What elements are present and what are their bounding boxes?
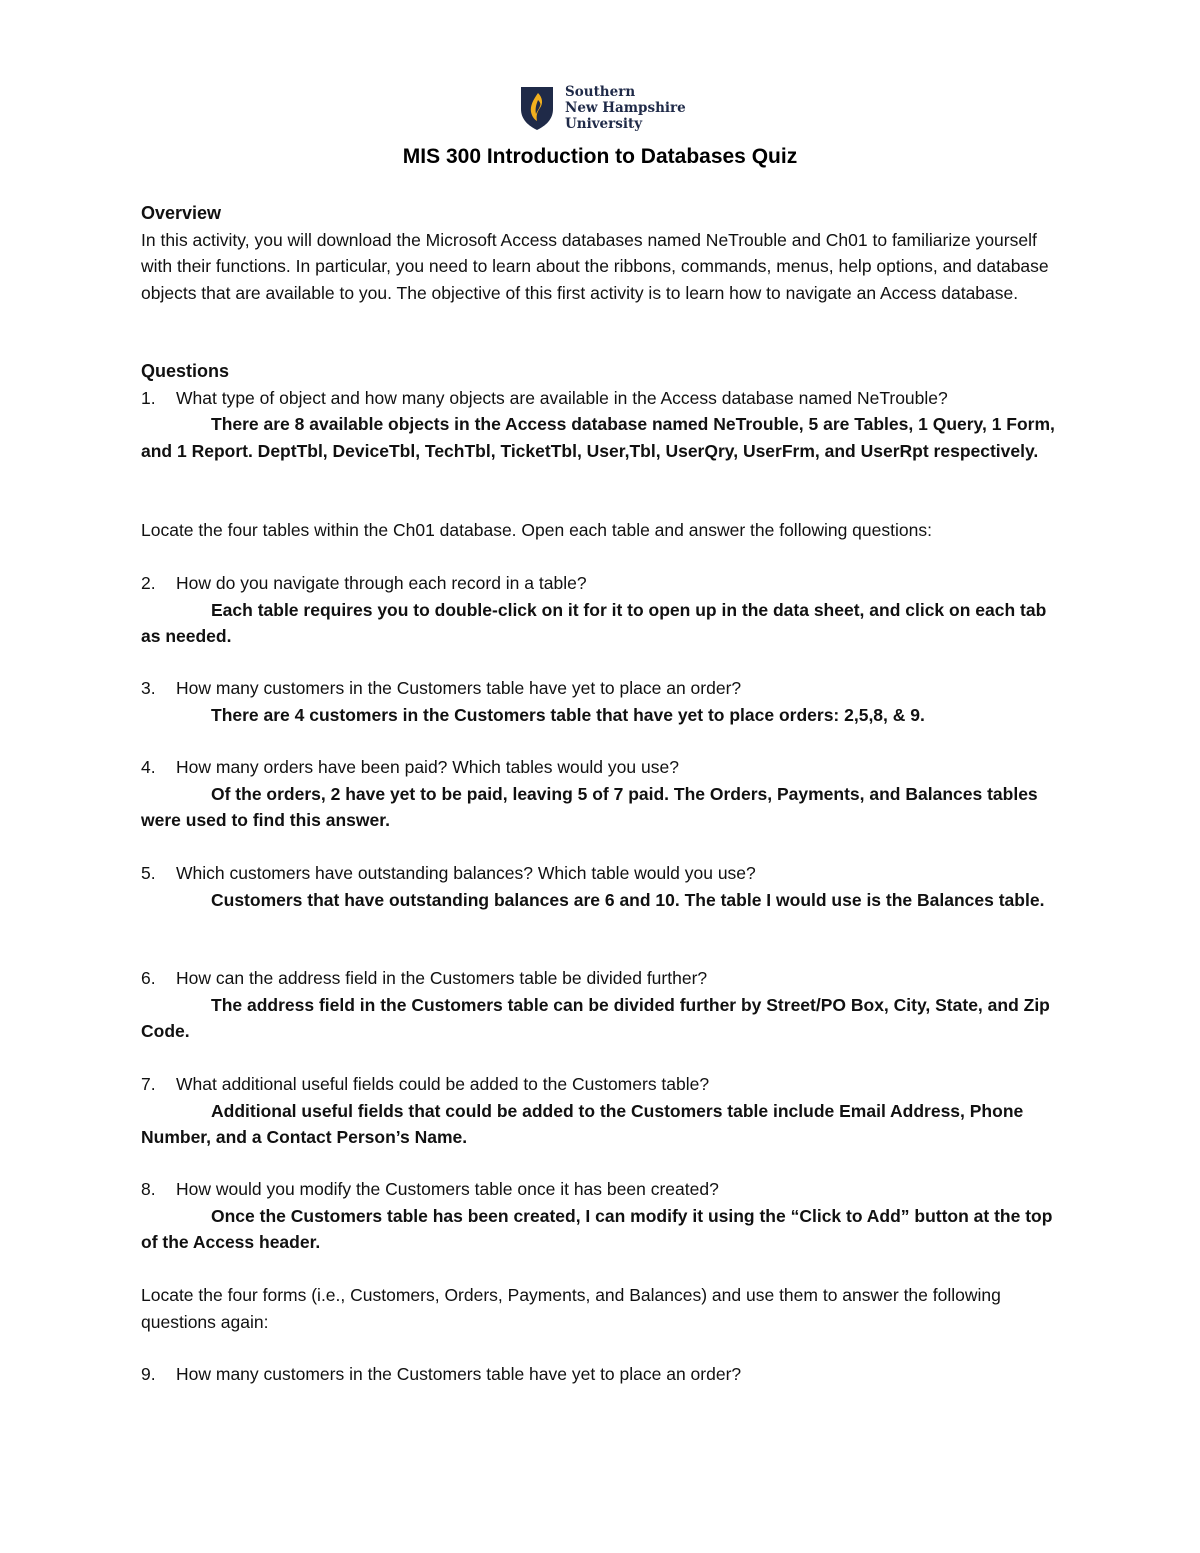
answer-4: Of the orders, 2 have yet to be paid, leaving 5 of 7 paid. The Orders, Payments, and Balances tables were used to find this answer. bbox=[141, 783, 1038, 830]
university-logo bbox=[519, 84, 686, 132]
question-9-section bbox=[141, 1361, 1066, 1388]
overview-section bbox=[141, 200, 1066, 306]
question-4 bbox=[141, 754, 1066, 781]
question-text: How do you navigate through each record in a table? bbox=[176, 573, 587, 593]
question-number: 7. bbox=[141, 1074, 156, 1094]
answer-5: Customers that have outstanding balances are 6 and 10. The table I would use is the Balances table. bbox=[211, 889, 1045, 910]
question-number: 3. bbox=[141, 678, 156, 698]
answer-7: Additional useful fields that could be added to the Customers table include Email Address, Phone Number, and a Contact Person’s Name. bbox=[141, 1100, 1024, 1147]
question-2 bbox=[141, 570, 1066, 597]
question-5-section bbox=[141, 860, 1066, 913]
question-8-section bbox=[141, 1176, 1066, 1256]
question-number: 5. bbox=[141, 863, 156, 883]
question-text: How many orders have been paid? Which tables would you use? bbox=[176, 757, 679, 777]
question-text: How would you modify the Customers table once it has been created? bbox=[176, 1179, 719, 1199]
question-7-section bbox=[141, 1071, 1066, 1151]
question-number: 4. bbox=[141, 757, 156, 777]
question-text: What additional useful fields could be added to the Customers table? bbox=[176, 1074, 710, 1094]
questions-heading: Questions bbox=[141, 361, 230, 381]
question-1 bbox=[141, 385, 1066, 412]
question-8 bbox=[141, 1176, 1066, 1203]
question-text: How many customers in the Customers table have yet to place an order? bbox=[176, 678, 742, 698]
question-number: 8. bbox=[141, 1179, 156, 1199]
question-7 bbox=[141, 1071, 1066, 1098]
answer-2: Each table requires you to double-click on it for it to open up in the data sheet, and click on each tab as needed. bbox=[141, 599, 1047, 646]
shield-flame-icon bbox=[519, 85, 555, 131]
question-number: 2. bbox=[141, 573, 156, 593]
question-number: 1. bbox=[141, 387, 156, 408]
question-6-section bbox=[141, 965, 1066, 1045]
question-9 bbox=[141, 1361, 1066, 1388]
answer-6: The address field in the Customers table can be divided further by Street/PO Box, City, State, and Zip Code. bbox=[141, 994, 1050, 1041]
logo-line-1: Southern bbox=[565, 84, 636, 100]
overview-text: In this activity, you will download the Microsoft Access databases named NeTrouble and Ch01 to familiarize yourself with their functions. In particular, you need to learn about the ribbons, commands, menus, help options, and database objects that are available to you. The objective of this first activity is to learn how to navigate an Access database. bbox=[141, 229, 1049, 303]
logo-line-3: University bbox=[565, 116, 643, 132]
question-5 bbox=[141, 860, 1066, 887]
question-4-section bbox=[141, 754, 1066, 834]
instruction-forms: Locate the four forms (i.e., Customers, Orders, Payments, and Balances) and use them to answer the following questions again: bbox=[141, 1285, 1001, 1332]
question-1-section bbox=[141, 358, 1066, 464]
answer-8: Once the Customers table has been created, I can modify it using the “Click to Add” button at the top of the Access header. bbox=[141, 1205, 1053, 1252]
question-3-section bbox=[141, 675, 1066, 728]
question-text: What type of object and how many objects are available in the Access database named NeTrouble? bbox=[176, 387, 948, 408]
logo-line-2: New Hampshire bbox=[565, 100, 686, 116]
question-text: How can the address field in the Customers table be divided further? bbox=[176, 968, 708, 988]
answer-1: There are 8 available objects in the Access database named NeTrouble, 5 are Tables, 1 Query, 1 Form, and 1 Report. DeptTbl, DeviceTbl, TechTbl, TicketTbl, User,Tbl, UserQry, UserFrm, and UserRpt respectively. bbox=[141, 414, 1055, 461]
logo-wordmark bbox=[565, 84, 686, 132]
question-text: How many customers in the Customers table have yet to place an order? bbox=[176, 1364, 742, 1384]
answer-3: There are 4 customers in the Customers table that have yet to place orders: 2,5,8, & 9. bbox=[211, 704, 925, 725]
question-text: Which customers have outstanding balances? Which table would you use? bbox=[176, 863, 756, 883]
question-2-section bbox=[141, 570, 1066, 650]
question-number: 9. bbox=[141, 1364, 156, 1384]
page-title: MIS 300 Introduction to Databases Quiz bbox=[402, 145, 798, 168]
instruction-tables: Locate the four tables within the Ch01 database. Open each table and answer the following questions: bbox=[141, 520, 932, 540]
question-6 bbox=[141, 965, 1066, 992]
overview-heading: Overview bbox=[141, 203, 222, 223]
question-3 bbox=[141, 675, 1066, 702]
question-number: 6. bbox=[141, 968, 156, 988]
